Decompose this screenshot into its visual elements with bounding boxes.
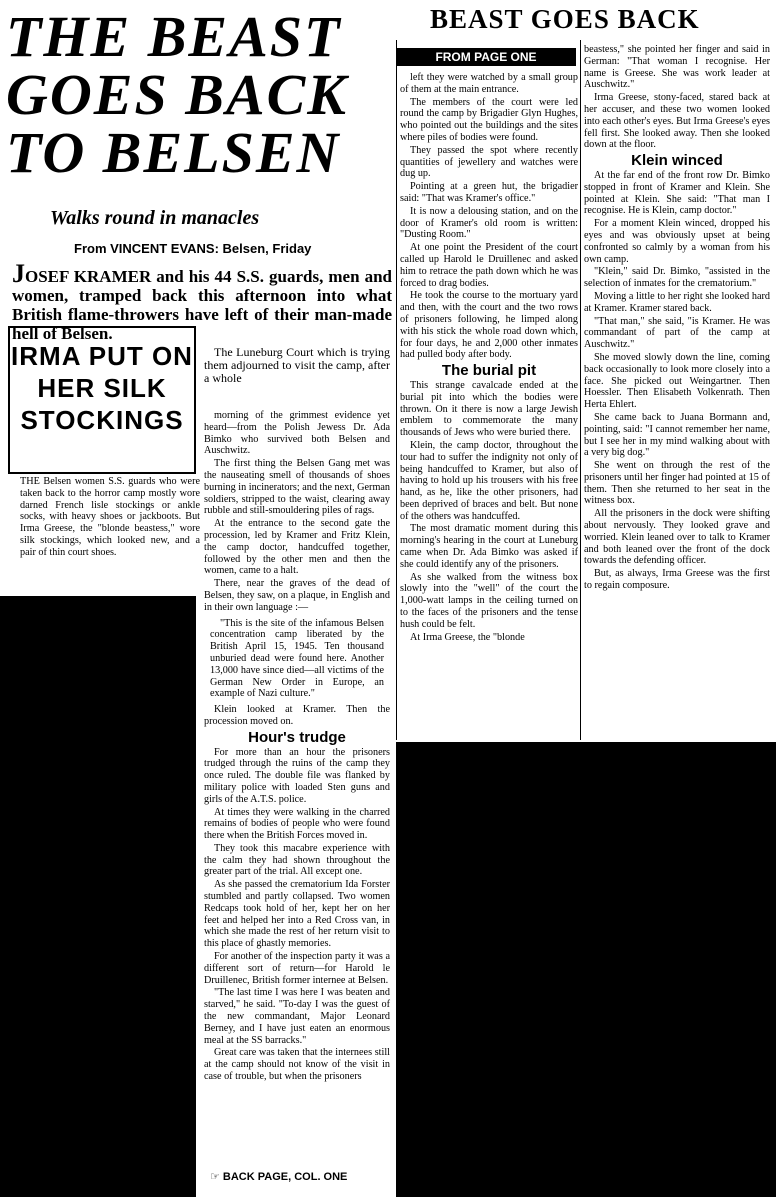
paragraph: At Irma Greese, the "blonde: [410, 631, 525, 643]
paragraph: At times they were walking in the charred remains of bodies of people who were found there when the British Forces moved in.: [204, 806, 390, 842]
column-2-body: [204, 410, 390, 1084]
paragraph: As she walked from the witness box slowly into the "well" of the court the 1,000-watt lamps in the ceiling turned on to the faces of the prisoners and the tense hush could be felt.: [400, 571, 578, 630]
paragraph: For more than an hour the prisoners trudged through the ruins of the camp they once ruled. The double file was flanked by military police with loaded Sten guns and girls of the A.T.S. police.: [204, 746, 390, 805]
paragraph: morning of the grimmest evidence yet heard—from the Polish Jewess Dr. Ada Bimko who survived both Belsen and Auschwitz.: [204, 410, 390, 457]
paragraph: Klein, the camp doctor, throughout the tour had to suffer the indignity not only of being handcuffed to Kramer, but also of having to hold up his trousers with his free hand, as he, like the other prisoners, had been deprived of braces and belt. But none of the others was handcuffed.: [400, 439, 578, 522]
main-headline: [0, 0, 396, 184]
quoted-plaque: "This is the site of the infamous Belsen concentration camp liberated by the British April 15, 1945. Ten thousand unburied dead were found here. Another 13,000 have since died—all victims of the German New Order in Europe, an example of Nazi culture.": [210, 617, 384, 700]
paragraph: At the far end of the front row Dr. Bimko stopped in front of Kramer and Klein. She pointed at Klein. She said: "That man I recognise. He is Klein, camp doctor.": [584, 169, 770, 217]
paragraph: There, near the graves of the dead of Belsen, they saw, on a plaque, in English and in their own language :—: [204, 578, 390, 613]
paragraph: beastess," she pointed her finger and said in German: "That woman I recognise. Her name is Greese. She was work leader at Auschwitz.": [584, 44, 770, 91]
paragraph: At one point the President of the court called up Harold le Druillenec and asked him to retrace the path down which he was forced to drag bodies.: [400, 242, 578, 289]
from-page-one-banner: FROM PAGE ONE: [396, 48, 576, 66]
paragraph: She went on through the rest of the prisoners until her finger had pointed at 15 of them. Then she returned to her seat in the witness box.: [584, 460, 770, 507]
column-rule: [580, 40, 581, 740]
paragraph: The most dramatic moment during this morning's hearing in the court at Luneburg came when Dr. Ada Bimko was asked if she could identify any of the prisoners.: [400, 523, 578, 570]
side-headline-line-2: HER SILK: [37, 373, 167, 403]
paragraph: They passed the spot where recently quantities of jewellery and watches were dug up.: [400, 144, 578, 180]
paragraph: They took this macabre experience with the calm they had shown throughout the greater part of the trial. All except one.: [204, 842, 390, 878]
paragraph: Klein looked at Kramer. Then the procession moved on.: [204, 704, 390, 727]
headline-line-2: GOES BACK: [6, 62, 348, 127]
paragraph: "The last time I was here I was beaten and starved," he said. "To-day I was the guest of the new commandant, Major Leonard Berney, and I have just eaten an enormous meal at the SS barracks.": [204, 987, 390, 1046]
paragraph: For a moment Klein winced, dropped his eyes and was obviously upset at being confronted so calmly by a woman from his own camp.: [584, 218, 770, 265]
byline: From VINCENT EVANS: Belsen, Friday: [74, 241, 312, 256]
paragraph: But, as always, Irma Greese was the first to regain composure.: [584, 568, 770, 592]
paragraph: All the prisoners in the dock were shifting about nervously. They looked grave and worried. Klein leaned over to talk to Kramer and both leaned over the front of the dock towards the defending officer.: [584, 508, 770, 567]
paragraph: She came back to Juana Bormann and, pointing, said: "I cannot remember her name, but I see her in my mind walking about with a very big dog.": [584, 411, 770, 459]
column-3: [400, 72, 578, 644]
paragraph: The first thing the Belsen Gang met was the nauseating smell of thousands of shoes burning in incinerators; and the next, German soldiers, stripped to the waist, clearing away rubble and still-smouldering piles of rags.: [204, 458, 390, 517]
paragraph: She moved slowly down the line, coming back occasionally to look more closely into a face. She picked out Weingartner. Then Hoessler. Then Elisabeth Volkenrath. Then Herta Ehlert.: [584, 351, 770, 411]
paragraph: It is now a delousing station, and on the door of Kramer's old room is written: "Dusting Room.": [400, 205, 578, 241]
paragraph: The members of the court were led round the camp by Brigadier Glyn Hughes, who pointed out the buildings and the sites where piles of bodies were found.: [400, 96, 578, 143]
column-rule: [396, 40, 397, 740]
paragraph: "Klein," said Dr. Bimko, "assisted in the selection of inmates for the crematorium.": [584, 266, 770, 290]
subheading-burial-pit: The burial pit: [441, 362, 537, 380]
paragraph: Pointing at a green hut, the brigadier said: "That was Kramer's office.": [400, 181, 578, 204]
paragraph: For another of the inspection party it was a different sort of return—for Harold le Druillenec, British former internee at Belsen.: [204, 951, 390, 986]
side-headline-line-3: STOCKINGS: [20, 405, 184, 435]
side-story-text: THE Belsen women S.S. guards who were taken back to the horror camp mostly wore darned French lisle stockings or ankle socks, with heavy shoes or jackboots. But Irma Greese, the "blonde beastess," wore silk stockings, which looked new, and a pair of thin court shoes.: [20, 476, 200, 558]
subheading-hours-trudge: Hour's trudge: [248, 728, 346, 746]
subheadline: Walks round in manacles: [50, 207, 260, 229]
paragraph: left they were watched by a small group of them at the main entrance.: [400, 72, 578, 95]
paragraph: Great care was taken that the internees still at the camp should not know of the visit in case of trouble, but when the prisoners: [204, 1047, 390, 1083]
continued-back-page: ☞ BACK PAGE, COL. ONE: [210, 1171, 348, 1183]
column-4: [584, 44, 770, 593]
back-page-label: BACK PAGE, COL. ONE: [222, 1171, 348, 1183]
headline-line-3: TO BELSEN: [6, 120, 341, 185]
side-story-box: [8, 326, 196, 474]
column-2: [204, 346, 390, 386]
paragraph: He took the course to the mortuary yard and then, with the court and the two rows of prisoners following, he limped along with his stick the whole road down which, for four days, he and 2,000 other inmates had pulled body after body.: [400, 290, 578, 361]
headline-line-1: THE BEAST: [6, 4, 342, 69]
continuation-headline: BEAST GOES BACK: [430, 4, 700, 34]
paragraph: "That man," she said, "is Kramer. He was commandant of part of the camp at Auschwitz.": [584, 315, 770, 351]
paragraph: Moving a little to her right she looked hard at Kramer. Kramer stared back.: [584, 290, 770, 314]
paragraph: As she passed the crematorium Ida Forster stumbled and partly collapsed. Two women Redcaps took hold of her, kept her on her feet and helped her into a Red Cross van, in which she made the rest of her return visit to this place of ghastly memories.: [204, 879, 390, 950]
lead-text: OSEF KRAMER and his 44 S.S. guards, men and women, tramped back this afternoon into what British flame-throwers have left of their man-made hell of Belsen.: [12, 267, 392, 343]
paragraph: Irma Greese, stony-faced, stared back at her accuser, and these two women looked into each other's eyes. But Irma Greese's eyes fell first. She looked away. Then she looked down at the floor.: [584, 92, 770, 151]
paragraph: This strange cavalcade ended at the burial pit into which the bodies were thrown. On it there is now a large Jewish emblem to commemorate the many thousands of Jews who were buried there.: [400, 379, 578, 439]
subheading-klein-winced: Klein winced: [631, 152, 723, 170]
side-headline-line-1: IRMA PUT ON: [11, 341, 193, 371]
paragraph: At the entrance to the second gate the procession, led by Kramer and Fritz Klein, the camp doctor, handcuffed together, followed by the other men and then the women, came to a halt.: [204, 518, 390, 577]
lead-initial: J: [12, 259, 25, 288]
col2-intro: The Luneburg Court which is trying them adjourned to visit the camp, after a whole: [204, 345, 390, 385]
side-story-headline: [10, 340, 194, 436]
